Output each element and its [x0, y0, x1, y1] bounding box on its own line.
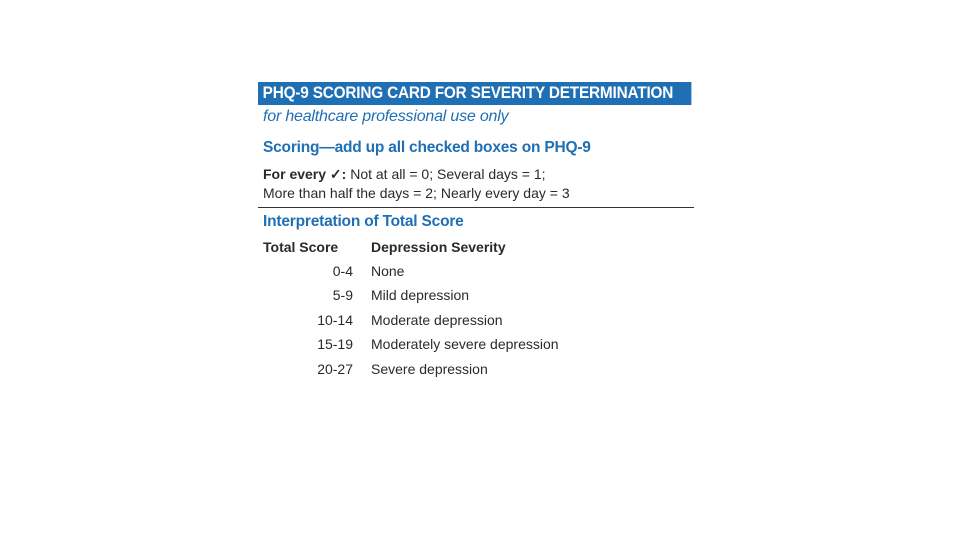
- score-range: 10-14: [317, 311, 353, 328]
- table-row: [263, 359, 559, 384]
- severity-label: None: [371, 262, 405, 279]
- phq9-scoring-card: [258, 82, 694, 384]
- severity-label: Severe depression: [371, 360, 488, 377]
- severity-label: Moderate depression: [371, 311, 503, 328]
- score-range: 15-19: [317, 336, 353, 353]
- section-divider: [258, 207, 694, 208]
- severity-table: [263, 239, 559, 384]
- scoring-heading: Scoring—add up all checked boxes on PHQ-9: [263, 139, 591, 156]
- table-row: [263, 261, 559, 286]
- score-range: 20-27: [317, 360, 353, 377]
- card-subtitle: for healthcare professional use only: [263, 108, 509, 125]
- scoring-rule: [258, 165, 694, 203]
- scoring-rule-line2: More than half the days = 2; Nearly every day = 3: [263, 185, 570, 201]
- table-row: [263, 310, 559, 335]
- score-range: 5-9: [332, 287, 353, 304]
- scoring-rule-prefix: For every ✓:: [263, 166, 347, 182]
- score-range: 0-4: [332, 262, 353, 279]
- header-depression-severity: Depression Severity: [371, 239, 506, 255]
- table-row: [263, 286, 559, 311]
- header-total-score: Total Score: [263, 239, 339, 255]
- table-header-row: [263, 239, 559, 261]
- severity-label: Mild depression: [371, 287, 470, 304]
- card-title: PHQ-9 SCORING CARD FOR SEVERITY DETERMINATION: [258, 82, 691, 105]
- table-row: [263, 335, 559, 360]
- interpretation-heading: Interpretation of Total Score: [263, 213, 464, 230]
- scoring-rule-line1: Not at all = 0; Several days = 1;: [346, 166, 546, 182]
- severity-label: Moderately severe depression: [371, 336, 559, 353]
